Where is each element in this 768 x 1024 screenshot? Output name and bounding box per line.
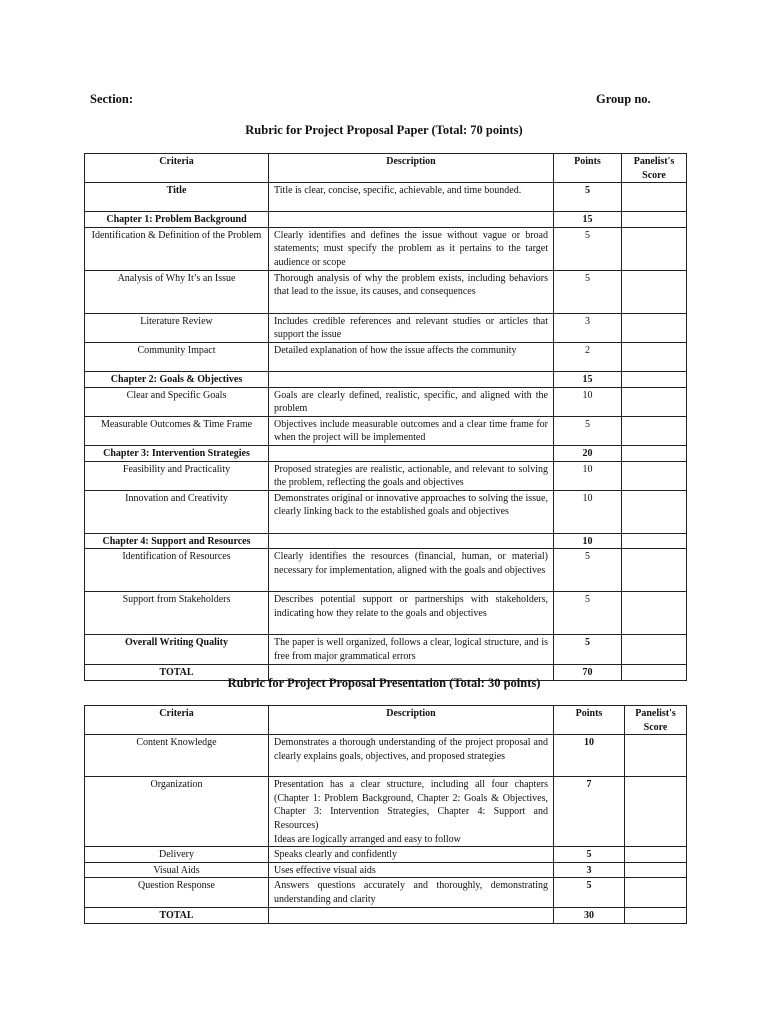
panelist-score-cell: [622, 313, 687, 342]
criteria-cell: Overall Writing Quality: [85, 635, 269, 664]
points-cell: 10: [554, 533, 622, 549]
panelist-score-cell: [622, 635, 687, 664]
criteria-cell: Chapter 1: Problem Background: [85, 212, 269, 228]
paper-rubric-title: Rubric for Project Proposal Paper (Total: 70 points): [245, 123, 523, 137]
panelist-score-header: Panelist's Score: [625, 706, 687, 735]
criteria-cell: Identification of Resources: [85, 549, 269, 592]
table-row: [85, 461, 687, 490]
criteria-cell: Support from Stakeholders: [85, 592, 269, 635]
points-cell: 15: [554, 212, 622, 228]
table-row: [85, 735, 687, 777]
points-cell: 10: [554, 461, 622, 490]
panelist-score-cell: [622, 270, 687, 313]
description-cell: Clearly identifies the resources (financial, human, or material) necessary for implementation, aligned with the goals and objectives: [269, 549, 554, 592]
description-cell: Proposed strategies are realistic, actionable, and relevant to solving the problem, reflecting the goals and objectives: [269, 461, 554, 490]
description-cell: Demonstrates original or innovative approaches to solving the issue, clearly linking back to the established goals and objectives: [269, 490, 554, 533]
criteria-cell: Content Knowledge: [85, 735, 269, 777]
points-cell: 15: [554, 371, 622, 387]
points-header: Points: [554, 154, 622, 183]
presentation-rubric-title: Rubric for Project Proposal Presentation (Total: 30 points): [227, 676, 541, 690]
description-cell: Thorough analysis of why the problem exists, including behaviors that lead to the issue, its causes, and consequences: [269, 270, 554, 313]
panelist-score-cell: [622, 533, 687, 549]
panelist-score-cell: [622, 549, 687, 592]
description-cell: Speaks clearly and confidently: [269, 847, 554, 863]
points-cell: 30: [554, 907, 625, 923]
points-cell: 10: [554, 387, 622, 416]
description-cell: Uses effective visual aids: [269, 862, 554, 878]
panelist-score-cell: [622, 592, 687, 635]
panelist-score-cell: [625, 862, 687, 878]
panelist-score-cell: [622, 183, 687, 212]
points-cell: 5: [554, 878, 625, 907]
table-header-row: [85, 706, 687, 735]
presentation-rubric-table: [84, 705, 687, 924]
description-cell: [269, 533, 554, 549]
criteria-cell: Literature Review: [85, 313, 269, 342]
table-row: [85, 342, 687, 371]
description-cell: [269, 212, 554, 228]
points-cell: 5: [554, 416, 622, 445]
description-header: Description: [269, 154, 554, 183]
table-row: [85, 635, 687, 664]
panelist-score-cell: [622, 445, 687, 461]
table-row: [85, 183, 687, 212]
points-cell: 5: [554, 847, 625, 863]
panelist-score-cell: [622, 490, 687, 533]
criteria-cell: Feasibility and Practicality: [85, 461, 269, 490]
panelist-score-cell: [625, 735, 687, 777]
criteria-cell: Organization: [85, 777, 269, 847]
description-cell: Describes potential support or partnerships with stakeholders, indicating how they relate to the goals and objectives: [269, 592, 554, 635]
points-cell: 5: [554, 592, 622, 635]
points-cell: 5: [554, 635, 622, 664]
points-cell: 70: [554, 664, 622, 680]
points-cell: 5: [554, 270, 622, 313]
criteria-cell: Chapter 4: Support and Resources: [85, 533, 269, 549]
description-header: Description: [269, 706, 554, 735]
criteria-header: Criteria: [85, 154, 269, 183]
criteria-cell: Innovation and Creativity: [85, 490, 269, 533]
points-cell: 10: [554, 735, 625, 777]
group-number-label: Group no.: [596, 92, 651, 106]
description-cell: Title is clear, concise, specific, achievable, and time bounded.: [269, 183, 554, 212]
criteria-cell: Chapter 3: Intervention Strategies: [85, 445, 269, 461]
description-cell: Objectives include measurable outcomes and a clear time frame for when the project will be implemented: [269, 416, 554, 445]
points-cell: 5: [554, 183, 622, 212]
table-row: [85, 416, 687, 445]
table-row: [85, 387, 687, 416]
table-row: [85, 907, 687, 923]
description-cell: [269, 907, 554, 923]
panelist-score-cell: [625, 907, 687, 923]
table-row: [85, 878, 687, 907]
description-cell: Includes credible references and relevant studies or articles that support the issue: [269, 313, 554, 342]
table-row: [85, 313, 687, 342]
table-row: [85, 445, 687, 461]
table-row: [85, 490, 687, 533]
criteria-cell: Clear and Specific Goals: [85, 387, 269, 416]
panelist-score-cell: [625, 847, 687, 863]
panelist-score-cell: [622, 387, 687, 416]
description-cell: [269, 371, 554, 387]
criteria-cell: TOTAL: [85, 907, 269, 923]
criteria-cell: Delivery: [85, 847, 269, 863]
panelist-score-cell: [622, 371, 687, 387]
points-cell: 10: [554, 490, 622, 533]
points-cell: 5: [554, 227, 622, 270]
points-cell: 3: [554, 862, 625, 878]
criteria-header: Criteria: [85, 706, 269, 735]
description-cell: The paper is well organized, follows a clear, logical structure, and is free from major grammatical errors: [269, 635, 554, 664]
table-row: [85, 371, 687, 387]
panelist-score-cell: [625, 878, 687, 907]
criteria-cell: Title: [85, 183, 269, 212]
table-row: [85, 847, 687, 863]
criteria-cell: TOTAL: [85, 664, 269, 680]
panelist-score-cell: [622, 461, 687, 490]
table-row: [85, 227, 687, 270]
description-cell: Detailed explanation of how the issue affects the community: [269, 342, 554, 371]
table-row: [85, 862, 687, 878]
points-cell: 2: [554, 342, 622, 371]
points-header: Points: [554, 706, 625, 735]
panelist-score-header: Panelist's Score: [622, 154, 687, 183]
description-cell: Goals are clearly defined, realistic, specific, and aligned with the problem: [269, 387, 554, 416]
criteria-cell: Community Impact: [85, 342, 269, 371]
description-cell: [269, 445, 554, 461]
description-cell: Presentation has a clear structure, including all four chapters (Chapter 1: Problem Background, Chapter 2: Goals & Objectives, Chapter 3: Intervention Strategies, Chapter 4: Support and Resources) Ideas are logically arranged and easy to follow: [269, 777, 554, 847]
panelist-score-cell: [622, 227, 687, 270]
criteria-cell: Analysis of Why It’s an Issue: [85, 270, 269, 313]
points-cell: 5: [554, 549, 622, 592]
criteria-cell: Chapter 2: Goals & Objectives: [85, 371, 269, 387]
description-cell: Answers questions accurately and thoroughly, demonstrating understanding and clarity: [269, 878, 554, 907]
points-cell: 20: [554, 445, 622, 461]
panelist-score-cell: [625, 777, 687, 847]
table-row: [85, 270, 687, 313]
panelist-score-cell: [622, 342, 687, 371]
criteria-cell: Visual Aids: [85, 862, 269, 878]
criteria-cell: Measurable Outcomes & Time Frame: [85, 416, 269, 445]
table-row: [85, 533, 687, 549]
table-header-row: [85, 154, 687, 183]
criteria-cell: Identification & Definition of the Problem: [85, 227, 269, 270]
section-label: Section:: [90, 92, 134, 106]
table-row: [85, 549, 687, 592]
paper-rubric-table: [84, 153, 687, 681]
table-row: [85, 592, 687, 635]
table-row: [85, 212, 687, 228]
panelist-score-cell: [622, 416, 687, 445]
panelist-score-cell: [622, 212, 687, 228]
description-cell: Clearly identifies and defines the issue without vague or broad statements; must specify the problem as it pertains to the target audience or scope: [269, 227, 554, 270]
description-cell: Demonstrates a thorough understanding of the project proposal and clearly explains goals, objectives, and proposed strategies: [269, 735, 554, 777]
points-cell: 7: [554, 777, 625, 847]
points-cell: 3: [554, 313, 622, 342]
criteria-cell: Question Response: [85, 878, 269, 907]
table-row: [85, 777, 687, 847]
